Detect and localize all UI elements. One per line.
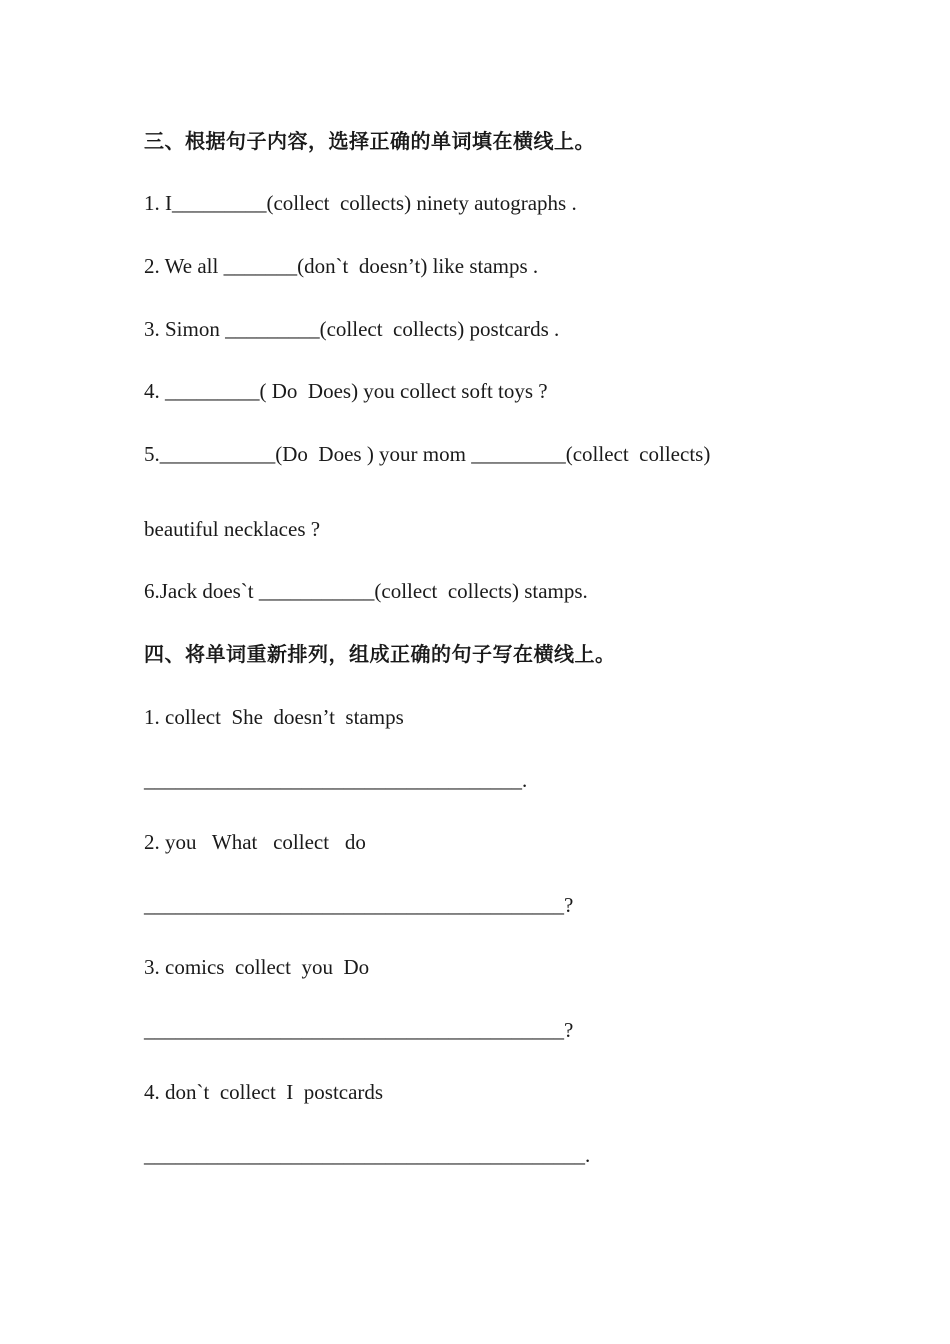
exercise-3-item-4: 4. _________( Do Does) you collect soft toys ? xyxy=(144,379,548,403)
exercise-4-item-3-answer-line: ________________________________________? xyxy=(144,1018,574,1042)
exercise-4-item-1-words: 1. collect She doesn’t stamps xyxy=(144,705,404,729)
exercise-3-item-5-continued: beautiful necklaces ? xyxy=(144,517,321,541)
exercise-4-item-4-answer-line: __________________________________________. xyxy=(144,1143,591,1167)
exercise-4-item-1-answer-line: ____________________________________. xyxy=(144,768,528,792)
exercise-3-item-1: 1. I_________(collect collects) ninety autographs . xyxy=(144,191,577,215)
section-4-heading: 四、将单词重新排列，组成正确的句子写在横线上。 xyxy=(144,642,616,666)
section-3-heading: 三、根据句子内容，选择正确的单词填在横线上。 xyxy=(144,129,595,153)
exercise-4-item-4-words: 4. don`t collect I postcards xyxy=(144,1080,384,1104)
exercise-4-item-3-words: 3. comics collect you Do xyxy=(144,955,370,979)
exercise-3-item-5: 5.___________(Do Does ) your mom _________(collect collects) xyxy=(144,442,711,466)
exercise-4-item-2-answer-line: ________________________________________? xyxy=(144,893,574,917)
exercise-3-item-2: 2. We all _______(don`t doesn’t) like stamps . xyxy=(144,254,539,278)
exercise-3-item-3: 3. Simon _________(collect collects) postcards . xyxy=(144,317,560,341)
exercise-4-item-2-words: 2. you What collect do xyxy=(144,830,366,854)
exercise-3-item-6: 6.Jack does`t ___________(collect collects) stamps. xyxy=(144,579,588,603)
